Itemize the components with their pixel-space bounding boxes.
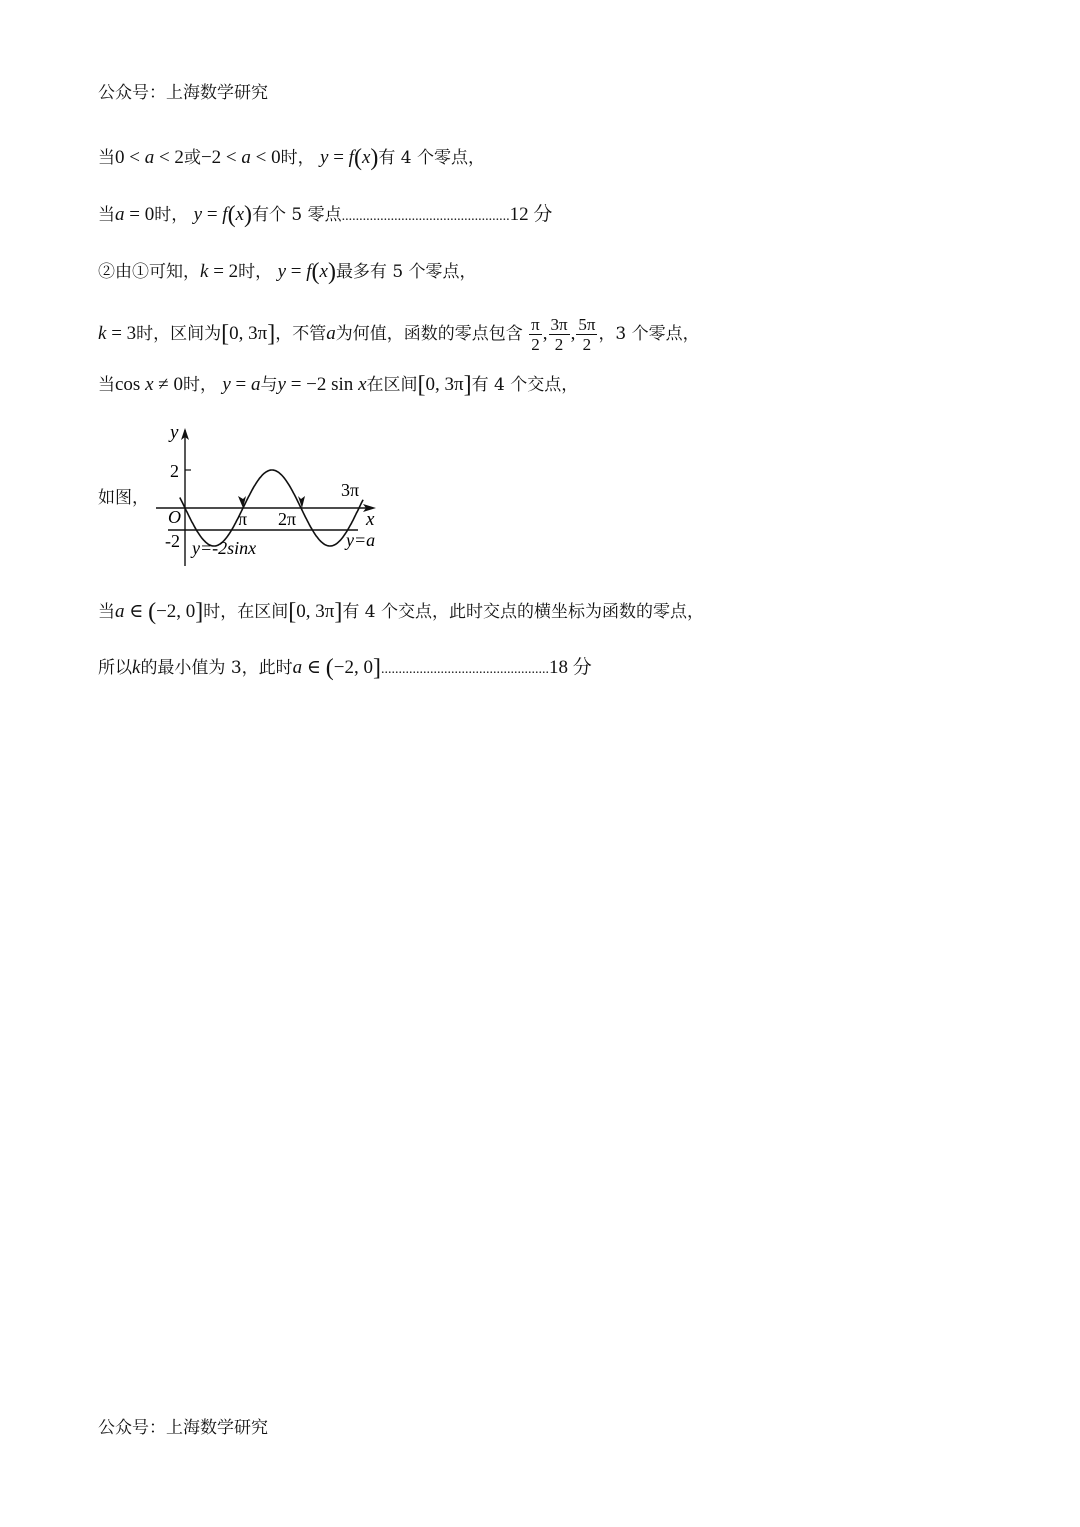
text: 有 4 个零点，: [378, 148, 485, 168]
numerator: 5π: [578, 315, 596, 334]
var-f: f: [348, 147, 354, 168]
curve-arrow-down: [298, 496, 305, 508]
numerator: 3π: [550, 315, 568, 334]
tick-label-3pi: 3π: [341, 480, 360, 500]
comma: ,: [542, 323, 548, 344]
var-x: x: [319, 261, 328, 282]
var-y: y: [222, 374, 231, 395]
interval: 0, 3π: [296, 601, 335, 622]
text: 时，: [182, 375, 217, 395]
text: 或: [183, 148, 201, 168]
denominator: 2: [554, 335, 564, 354]
text: 有个 5 零点: [252, 205, 342, 225]
text: 当: [98, 148, 115, 168]
math: −2 <: [200, 147, 242, 168]
dot-leader: ................................................: [380, 662, 549, 677]
solution-line-1: [98, 146, 485, 170]
solution-line-2: [98, 203, 552, 229]
text: 当: [98, 375, 115, 395]
page-header: 公众号：上海数学研究: [98, 83, 268, 103]
var-k: k: [200, 261, 209, 282]
tick-label-neg2: -2: [165, 531, 180, 551]
math: = 0: [124, 204, 155, 225]
bracket: (: [148, 599, 157, 625]
var-a: a: [251, 374, 261, 395]
origin-label: O: [168, 507, 181, 527]
interval: −2, 0: [156, 601, 196, 622]
text: 与: [260, 375, 278, 395]
text: 时，: [280, 148, 315, 168]
denominator: 2: [582, 335, 592, 354]
text: 最多有 5 个零点，: [335, 262, 477, 282]
bracket: (: [325, 655, 334, 681]
interval: −2, 0: [333, 657, 373, 678]
paren: (: [311, 259, 320, 285]
var-a: a: [115, 601, 125, 622]
math: ≠ 0: [153, 374, 183, 395]
interval: 0, 3π: [229, 323, 268, 344]
text: 所以: [98, 658, 132, 678]
page-footer: 公众号：上海数学研究: [98, 1418, 268, 1438]
sine-graph-figure: [150, 420, 390, 570]
math: < 2: [154, 147, 184, 168]
text: 有 4 个交点，此时交点的横坐标为函数的零点，: [342, 602, 705, 622]
math: =: [230, 374, 252, 395]
solution-line-4: [98, 314, 700, 354]
var-f: f: [306, 261, 312, 282]
bracket: [: [221, 321, 230, 347]
fraction-3pi-2: [549, 315, 570, 354]
math: =: [328, 147, 349, 168]
paren: ): [327, 259, 336, 285]
paren: ): [370, 145, 379, 171]
text: 时，区间为: [136, 324, 222, 344]
text: 有 4 个交点，: [471, 375, 579, 395]
text: 当: [98, 602, 115, 622]
text: ，3 个零点，: [598, 324, 700, 344]
text: 的最小值为 3，此时: [140, 658, 293, 678]
y-axis-label: y: [170, 422, 179, 443]
numerator: π: [531, 315, 540, 334]
text: ②由①可知，: [98, 262, 200, 282]
line-label: y=a: [346, 530, 376, 550]
bracket: [: [417, 372, 426, 398]
var-a: a: [326, 323, 336, 344]
var-y: y: [277, 374, 286, 395]
math: =: [202, 204, 223, 225]
var-y: y: [193, 204, 203, 225]
solution-line-7: [98, 600, 704, 624]
var-k: k: [98, 323, 107, 344]
var-x: x: [361, 147, 371, 168]
text: 当: [98, 205, 115, 225]
bracket: ]: [372, 655, 381, 681]
paren: (: [353, 145, 362, 171]
tick-label-pi: π: [238, 509, 248, 529]
math: ∈: [302, 657, 326, 678]
text: 时，在区间: [203, 602, 289, 622]
bracket: ]: [195, 599, 204, 625]
curve-arrow-up: [238, 496, 246, 508]
var-f: f: [222, 204, 228, 225]
curve-label: y=-2sinx: [192, 538, 257, 558]
solution-line-5: [98, 373, 578, 397]
bracket: [: [288, 599, 297, 625]
math: =: [286, 261, 307, 282]
math: < 0: [250, 147, 281, 168]
math: = 3: [106, 323, 137, 344]
var-y: y: [320, 147, 329, 168]
var-y: y: [277, 261, 286, 282]
tick-label-2pi: 2π: [278, 509, 297, 529]
var-a: a: [241, 147, 251, 168]
text: 如图，: [98, 488, 149, 508]
var-x: x: [358, 374, 367, 395]
math: 0 <: [115, 147, 145, 168]
text: 时，: [238, 262, 273, 282]
math: = 2: [208, 261, 239, 282]
solution-line-3: [98, 260, 477, 284]
fraction-5pi-2: [576, 315, 597, 354]
math: cos: [115, 374, 146, 395]
bracket: ]: [267, 321, 276, 347]
dot-leader: ................................................: [341, 209, 510, 224]
tick-label-2: 2: [170, 461, 179, 481]
score: 12 分: [509, 204, 553, 225]
text: 为何值，函数的零点包含: [335, 324, 523, 344]
math: ∈: [124, 601, 149, 622]
text: ，不管: [275, 324, 327, 344]
solution-line-6: [98, 486, 149, 510]
x-axis-label: x: [366, 509, 375, 530]
var-k: k: [132, 657, 141, 678]
fraction-pi-2: [529, 315, 542, 354]
var-x: x: [235, 204, 244, 225]
var-a: a: [292, 657, 303, 678]
paren: (: [227, 202, 236, 228]
bracket: ]: [334, 599, 343, 625]
text: 在区间: [366, 375, 418, 395]
bracket: ]: [463, 372, 472, 398]
var-a: a: [144, 147, 155, 168]
denominator: 2: [531, 335, 540, 354]
math: = −2 sin: [285, 374, 359, 395]
paren: ): [244, 202, 252, 228]
text: 时，: [154, 205, 189, 225]
comma: ,: [570, 323, 576, 344]
score: 18 分: [548, 657, 592, 678]
var-x: x: [145, 374, 154, 395]
var-a: a: [115, 204, 125, 225]
solution-line-8: [98, 656, 592, 682]
interval: 0, 3π: [425, 374, 464, 395]
